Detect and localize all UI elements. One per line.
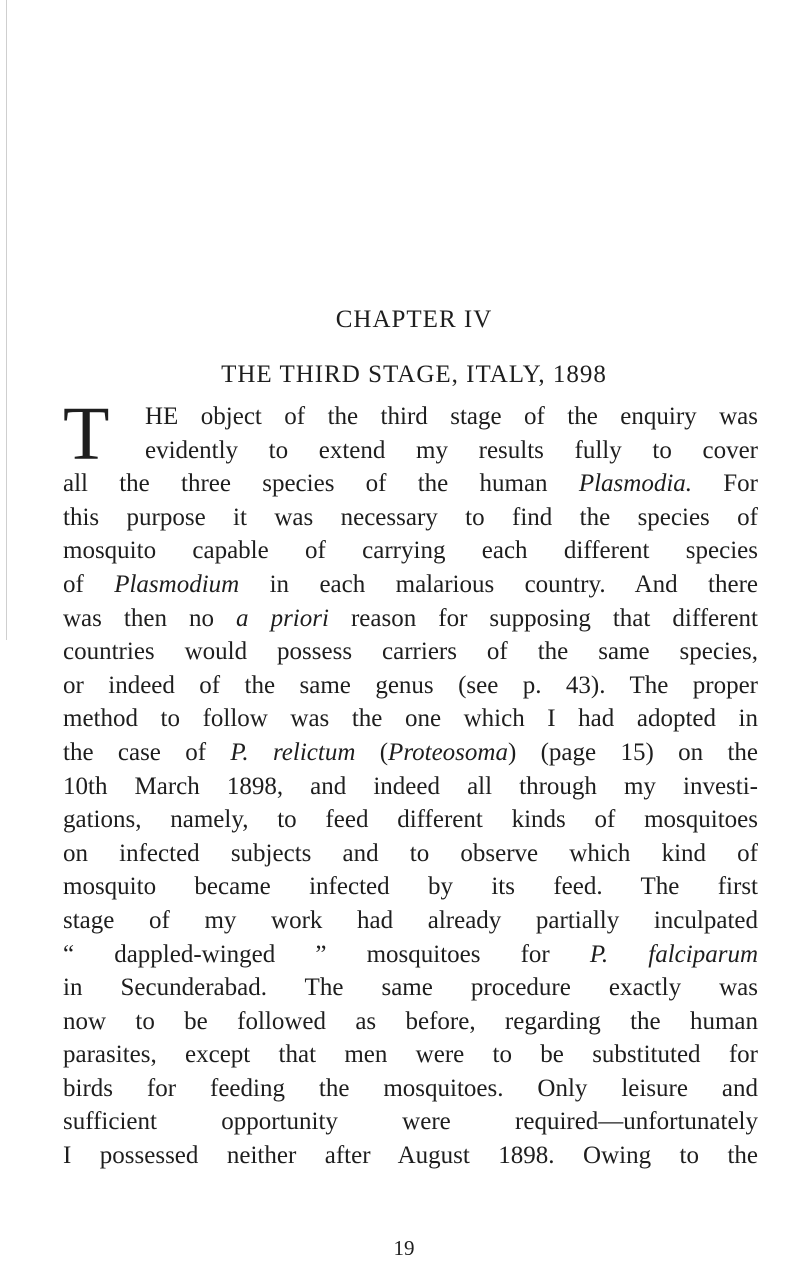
text-span: now to be followed as before, regarding the human: [63, 1007, 758, 1035]
text-line: [63, 534, 758, 568]
text-line: [63, 635, 758, 669]
text-line: [63, 501, 758, 535]
text-line: [63, 1005, 758, 1039]
text-line: [63, 467, 758, 501]
text-span: countries would possess carriers of the same species,: [63, 638, 758, 666]
text-span: parasites, except that men were to be substituted for: [63, 1041, 758, 1069]
text-span: was then no: [63, 604, 237, 632]
text-line: [63, 568, 758, 602]
text-line: [63, 1105, 758, 1139]
text-span: in each malarious country. And there: [239, 570, 758, 598]
text-line: [63, 736, 758, 770]
text-span: stage of my work had already partially inculpated: [63, 906, 758, 934]
text-line: [63, 870, 758, 904]
text-span: (: [355, 738, 389, 766]
text-span: in Secunderabad. The same procedure exactly was: [63, 974, 758, 1002]
text-line: [63, 669, 758, 703]
text-span: I possessed neither after August 1898. Owing to the: [63, 1142, 758, 1170]
text-line: [63, 602, 758, 636]
text-line: [63, 1139, 758, 1173]
text-span: or indeed of the same genus (see p. 43). The proper: [63, 671, 758, 699]
text-line: [63, 1038, 758, 1072]
italic-text: P. falciparum: [589, 940, 759, 968]
text-span: HE object of the third stage of the enquiry was: [145, 403, 758, 430]
text-line: [63, 434, 758, 468]
italic-text: Proteosoma: [388, 738, 508, 766]
text-span: gations, namely, to feed different kinds of mosquitoes: [63, 806, 758, 834]
page-number: 19: [393, 1236, 415, 1260]
text-span: birds for feeding the mosquitoes. Only leisure and: [63, 1074, 758, 1102]
chapter-title: THE THIRD STAGE, ITALY, 1898: [221, 361, 607, 388]
text-span: sufficient opportunity were required—unfortunately: [63, 1108, 758, 1136]
text-line: [63, 837, 758, 871]
text-span: ) (page 15) on the: [507, 738, 758, 766]
italic-text: a priori: [236, 604, 329, 632]
text-span: mosquito capable of carrying each different species: [63, 537, 758, 565]
chapter-label: CHAPTER IV: [335, 306, 493, 333]
text-line: [63, 400, 758, 434]
italic-text: P. relictum: [230, 738, 356, 766]
text-span: the case of: [63, 738, 231, 766]
italic-text: Plasmodium: [114, 570, 240, 598]
text-span: all the three species of the human: [63, 470, 579, 498]
italic-text: Plasmodia.: [578, 470, 693, 498]
text-line: [63, 938, 758, 972]
body-paragraph: [63, 392, 759, 1173]
text-span: of: [63, 570, 115, 598]
text-line: [63, 1072, 758, 1106]
text-line: [63, 770, 758, 804]
text-span: evidently to extend my results fully to cover: [145, 436, 758, 464]
text-span: “ dappled-winged ” mosquitoes for: [63, 940, 590, 968]
text-line: [63, 971, 758, 1005]
text-line: [63, 803, 758, 837]
text-span: reason for supposing that different: [328, 604, 758, 632]
text-line: [63, 702, 758, 736]
text-span: this purpose it was necessary to find the species of: [63, 503, 758, 531]
text-span: mosquito became infected by its feed. The first: [63, 873, 758, 901]
text-line: [63, 904, 758, 938]
drop-cap: T: [63, 392, 110, 476]
text-span: method to follow was the one which I had adopted in: [63, 705, 758, 733]
text-span: For: [692, 470, 758, 498]
text-span: 10th March 1898, and indeed all through my investi-: [63, 772, 758, 800]
text-span: on infected subjects and to observe which kind of: [63, 839, 758, 867]
